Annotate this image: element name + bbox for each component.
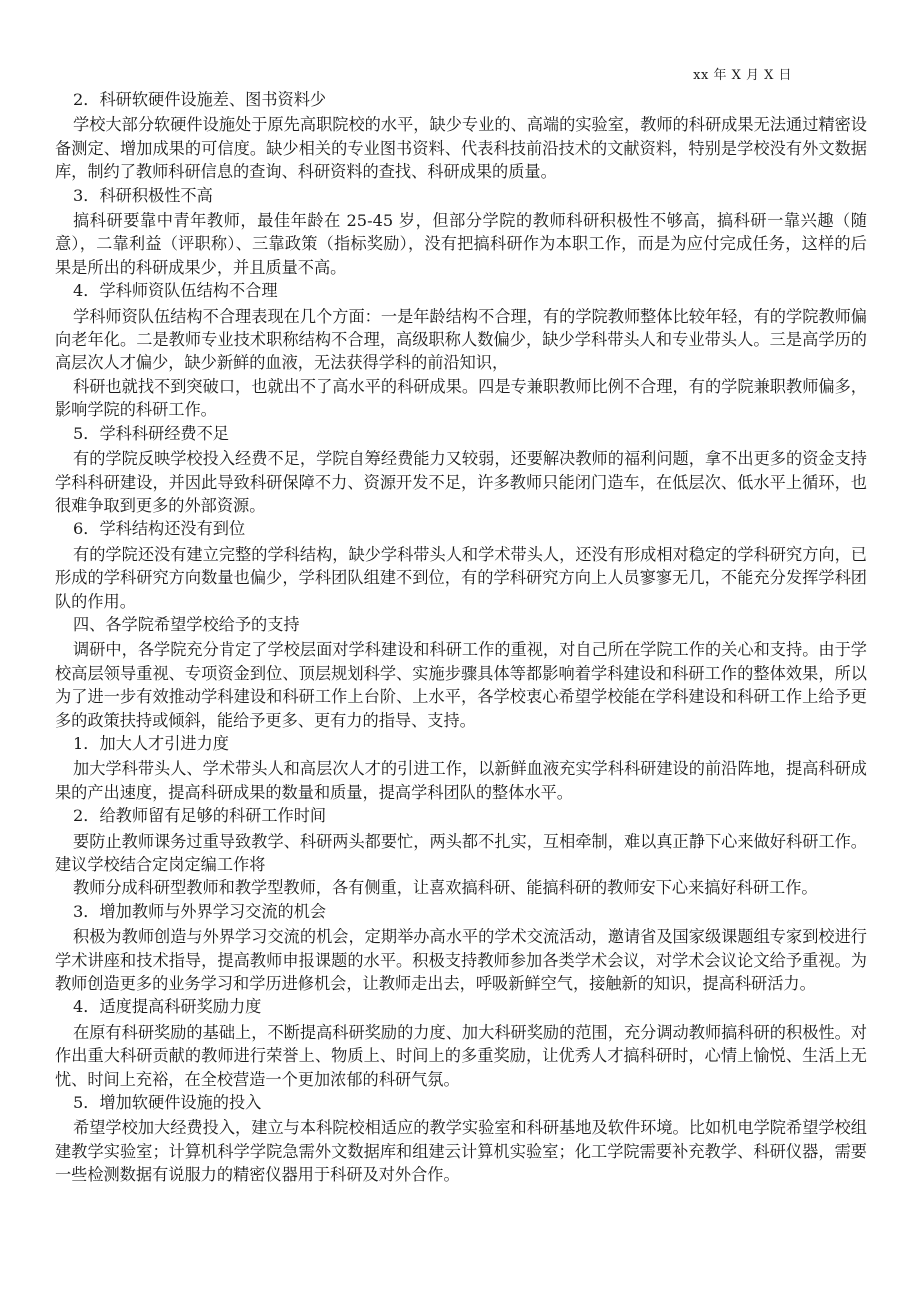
section-heading: 3．增加教师与外界学习交流的机会 bbox=[73, 901, 327, 921]
document-body bbox=[55, 88, 867, 1187]
body-paragraph: 学校大部分软硬件设施处于原先高职院校的水平，缺少专业的、高端的实验室，教师的科研成果无法通过精密设备测定、增加成果的可信度。缺少相关的专业图书资料、代表科技前沿技术的文献资料，特别是学校没有外文数据库，制约了教师科研信息的查询、科研资料的查找、科研成果的质量。 bbox=[55, 115, 867, 182]
section-heading: 2．给教师留有足够的科研工作时间 bbox=[73, 806, 327, 826]
section-heading: 4．适度提高科研奖励力度 bbox=[73, 997, 262, 1017]
section-heading: 5．增加软硬件设施的投入 bbox=[73, 1093, 262, 1113]
body-paragraph: 学科师资队伍结构不合理表现在几个方面：一是年龄结构不合理，有的学院教师整体比较年轻，有的学院教师偏向老年化。二是教师专业技术职称结构不合理，高级职称人数偏少，缺少学科带头人和专业带头人。三是高学历的高层次人才偏少，缺少新鲜的血液，无法获得学科的前沿知识， bbox=[55, 306, 867, 373]
body-paragraph: 调研中，各学院充分肯定了学校层面对学科建设和科研工作的重视，对自己所在学院工作的关心和支持。由于学校高层领导重视、专项资金到位、顶层规划科学、实施步骤具体等都影响着学科建设和科研工作的整体效果，所以为了进一步有效推动学科建设和科研工作上台阶、上水平，各学校衷心希望学校能在学科建设和科研工作上给予更多的政策扶持或倾斜，能给予更多、更有力的指导、支持。 bbox=[55, 640, 867, 730]
section-heading: 5．学科科研经费不足 bbox=[73, 423, 229, 443]
body-paragraph: 搞科研要靠中青年教师，最佳年龄在 25-45 岁，但部分学院的教师科研积极性不够高，搞科研一靠兴趣（随意），二靠利益（评职称）、三靠政策（指标奖励），没有把搞科研作为本职工作，而是为应付完成任务，这样的后果是所出的科研成果少，并且质量不高。 bbox=[55, 211, 867, 277]
section-heading: 四、各学院希望学校给予的支持 bbox=[73, 614, 300, 634]
body-paragraph: 在原有科研奖励的基础上，不断提高科研奖励的力度、加大科研奖励的范围，充分调动教师搞科研的积极性。对作出重大科研贡献的教师进行荣誉上、物质上、时间上的多重奖励，让优秀人才搞科研时，心情上愉悦、生活上无忧、时间上充裕，在全校营造一个更加浓郁的科研气氛。 bbox=[55, 1022, 867, 1089]
header-date: xx 年 X 月 X 日 bbox=[693, 68, 792, 83]
body-paragraph: 科研也就找不到突破口，也就出不了高水平的科研成果。四是专兼职教师比例不合理，有的学院兼职教师偏多，影响学院的科研工作。 bbox=[55, 376, 867, 420]
body-paragraph: 教师分成科研型教师和教学型教师，各有侧重，让喜欢搞科研、能搞科研的教师安下心来搞好科研工作。 bbox=[73, 878, 818, 898]
body-paragraph: 希望学校加大经费投入，建立与本科院校相适应的教学实验室和科研基地及软件环境。比如机电学院希望学校组建教学实验室；计算机科学学院急需外文数据库和组建云计算机实验室；化工学院需要补充教学、科研仪器，需要一些检测数据有说服力的精密仪器用于科研及对外合作。 bbox=[55, 1118, 867, 1185]
section-heading: 6．学科结构还没有到位 bbox=[73, 519, 246, 539]
body-paragraph: 有的学院反映学校投入经费不足，学院自筹经费能力又较弱，还要解决教师的福利问题，拿不出更多的资金支持学科科研建设，并因此导致科研保障不力、资源开发不足，许多教师只能闭门造车，在低层次、低水平上循环，也很难争取到更多的外部资源。 bbox=[55, 449, 867, 515]
body-paragraph: 加大学科带头人、学术带头人和高层次人才的引进工作，以新鲜血液充实学科科研建设的前沿阵地，提高科研成果的产出速度，提高科研成果的数量和质量，提高学科团队的整体水平。 bbox=[55, 759, 867, 802]
body-paragraph: 积极为教师创造与外界学习交流的机会，定期举办高水平的学术交流活动，邀请省及国家级课题组专家到校进行学术讲座和技术指导，提高教师申报课题的水平。积极支持教师参加各类学术会议，对学术会议论文给予重视。为教师创造更多的业务学习和学历进修机会，让教师走出去，呼吸新鲜空气，接触新的知识，提高科研活力。 bbox=[55, 927, 867, 994]
section-heading: 2．科研软硬件设施差、图书资料少 bbox=[73, 90, 327, 109]
body-paragraph: 有的学院还没有建立完整的学科结构，缺少学科带头人和学术带头人，还没有形成相对稳定的学科研究方向，已形成的学科研究方向数量也偏少，学科团队组建不到位，有的学科研究方向上人员寥寥无几，不能充分发挥学科团队的作用。 bbox=[55, 544, 867, 611]
section-heading: 3．科研积极性不高 bbox=[73, 185, 213, 205]
body-paragraph: 要防止教师课务过重导致教学、科研两头都要忙，两头都不扎实，互相牵制，难以真正静下心来做好科研工作。建议学校结合定岗定编工作将 bbox=[55, 831, 867, 874]
section-heading: 1．加大人才引进力度 bbox=[73, 733, 229, 753]
section-heading: 4．学科师资队伍结构不合理 bbox=[73, 281, 278, 301]
